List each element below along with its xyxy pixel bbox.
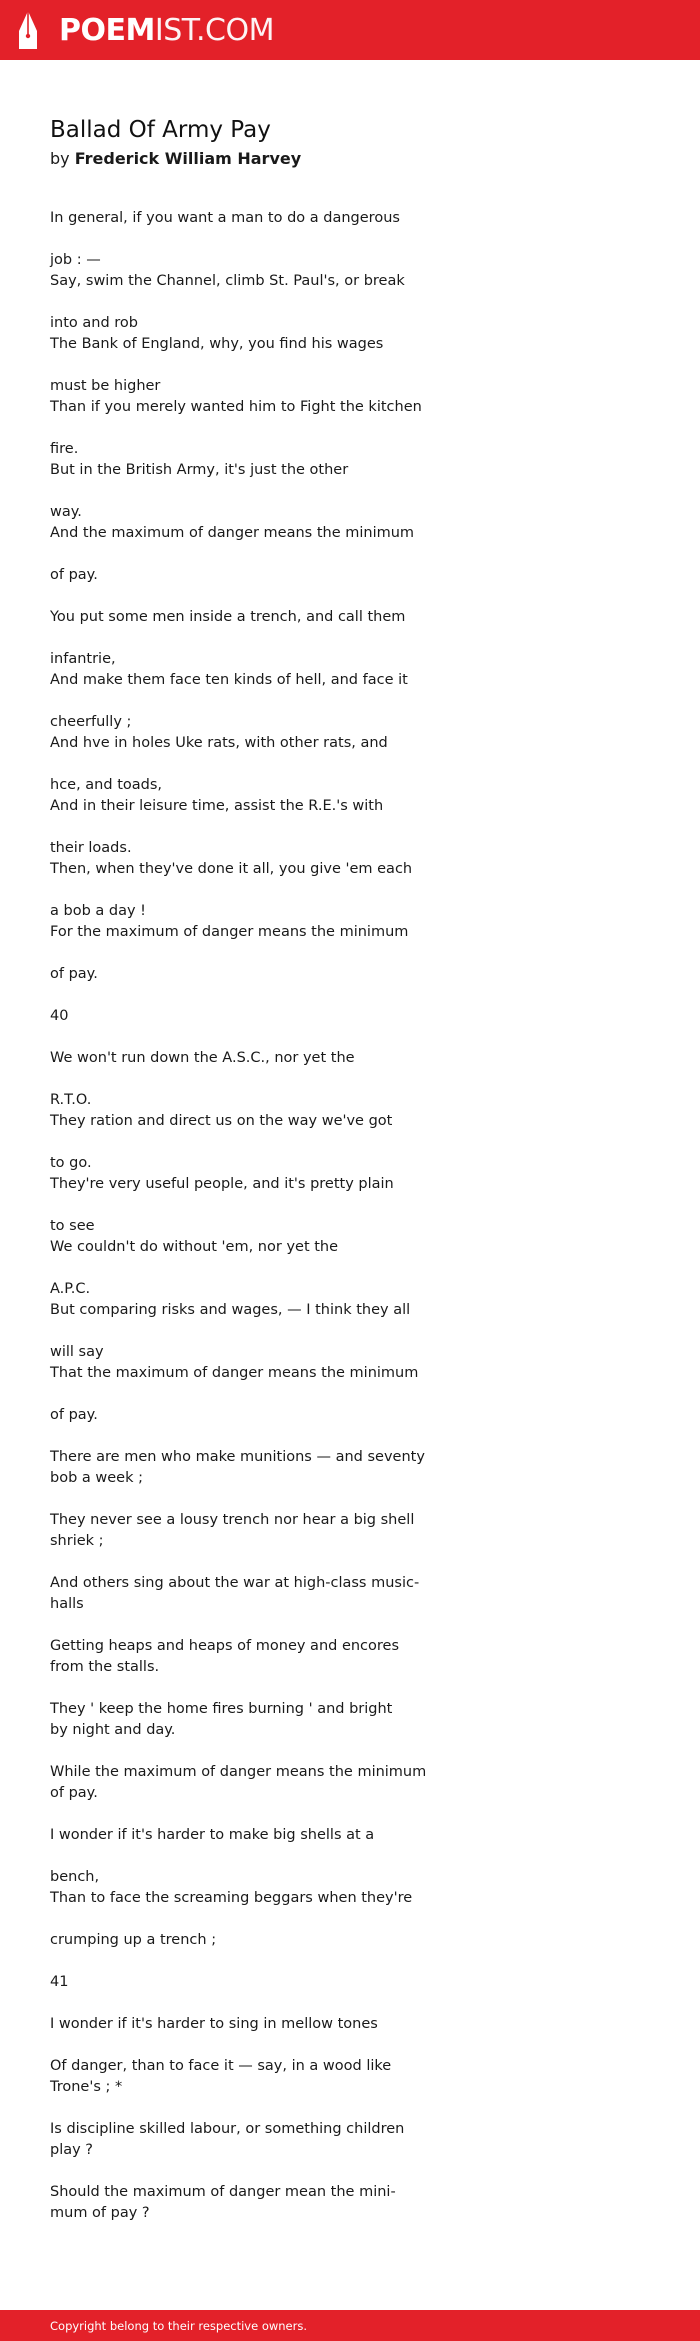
site-footer (0, 2310, 700, 2341)
poem-stanza (50, 1762, 427, 1804)
poem-line: But comparing risks and wages, — I think they all (50, 1302, 411, 1318)
poem-author[interactable]: Frederick William Harvey (74, 149, 302, 168)
poem-stanza (50, 712, 420, 754)
poem-line: Than if you merely wanted him to Fight the kitchen (50, 399, 422, 415)
poem-line: R.T.O. (50, 1092, 92, 1108)
poem-line: But in the British Army, it's just the other (50, 462, 349, 478)
poem-stanza (50, 439, 420, 481)
poem-line: Is discipline skilled labour, or something children (50, 2121, 405, 2137)
site-header (0, 0, 700, 60)
poem-line: Should the maximum of danger mean the mini- (50, 2184, 396, 2200)
poem-line: mum of pay ? (50, 2205, 150, 2221)
poem-line: Getting heaps and heaps of money and encores (50, 1638, 400, 1654)
poem-line: And the maximum of danger means the minimum (50, 525, 415, 541)
poem-stanza (50, 1153, 420, 1195)
poem-line: of pay. (50, 1785, 98, 1801)
poem-line: a bob a day ! (50, 903, 146, 919)
poem-line: And make them face ten kinds of hell, and face it (50, 672, 408, 688)
poem-line: A.P.C. (50, 1281, 91, 1297)
site-logo[interactable] (17, 9, 274, 51)
poem-line: There are men who make munitions — and seventy (50, 1449, 425, 1465)
byline (50, 148, 650, 170)
poem-stanza (50, 208, 420, 229)
poem-line: Than to face the screaming beggars when they're (50, 1890, 413, 1906)
poem-line: infantrie, (50, 651, 116, 667)
poem-line: They ration and direct us on the way we've got (50, 1113, 393, 1129)
poem-line: crumping up a trench ; (50, 1932, 217, 1948)
poem-stanza (50, 1972, 420, 1993)
poem-stanza (50, 649, 420, 691)
poem-stanza (50, 1006, 420, 1027)
poem-line: And in their leisure time, assist the R.E.'s with (50, 798, 384, 814)
poem-stanza (50, 2056, 420, 2098)
poem-line: to see (50, 1218, 95, 1234)
poem-stanza (50, 565, 420, 586)
poem-line: I wonder if it's harder to sing in mellow tones (50, 2016, 378, 2032)
poem-stanza (50, 1090, 420, 1132)
poem-header (50, 114, 650, 170)
poem-line: way. (50, 504, 82, 520)
poem-line: I wonder if it's harder to make big shells at a (50, 1827, 375, 1843)
poem-line: play ? (50, 2142, 94, 2158)
poem-line: They ' keep the home fires burning ' and bright (50, 1701, 393, 1717)
poem-line: halls (50, 1596, 84, 1612)
site-name-bold: POEM (59, 12, 155, 48)
copyright-text: Copyright belong to their respective owners. (50, 2318, 308, 2333)
poem-line: cheerfully ; (50, 714, 132, 730)
poem-line: For the maximum of danger means the minimum (50, 924, 409, 940)
poem-line: of pay. (50, 966, 98, 982)
poem-stanza (50, 901, 420, 943)
poem-line: will say (50, 1344, 104, 1360)
site-name-light: IST.COM (154, 12, 274, 48)
poem-line: bench, (50, 1869, 100, 1885)
poem-stanza (50, 376, 420, 418)
poem-stanza (50, 2119, 420, 2161)
poem-stanza (50, 1048, 420, 1069)
poem-line: bob a week ; (50, 1470, 143, 1486)
poem-stanza (50, 1510, 420, 1552)
poem-stanza (50, 1867, 420, 1909)
poem-line: into and rob (50, 315, 138, 331)
poem-stanza (50, 1699, 420, 1741)
poem-stanza (50, 1636, 420, 1678)
poem-stanza (50, 607, 420, 628)
poem-line: hce, and toads, (50, 777, 162, 793)
poem-line: by night and day. (50, 1722, 176, 1738)
poem-stanza (50, 502, 420, 544)
poem-line: must be higher (50, 378, 161, 394)
poem-line: their loads. (50, 840, 132, 856)
poem-line: fire. (50, 441, 79, 457)
poem-line: from the stalls. (50, 1659, 160, 1675)
poem-stanza (50, 1573, 420, 1615)
poem-line: 40 (50, 1008, 69, 1024)
poem-line: of pay. (50, 1407, 98, 1423)
poem-stanza (50, 1447, 425, 1489)
poem-line: They never see a lousy trench nor hear a big shell (50, 1512, 415, 1528)
poem-stanza (50, 1279, 420, 1321)
poem-line: Trone's ; * (50, 2079, 123, 2095)
poem-line: They're very useful people, and it's pretty plain (50, 1176, 394, 1192)
poem-line: of pay. (50, 567, 98, 583)
poem-title: Ballad Of Army Pay (50, 117, 271, 143)
poem-stanza (50, 2182, 420, 2224)
poem-body (50, 208, 427, 2245)
poem-stanza (50, 313, 420, 355)
site-name (59, 13, 274, 48)
poem-stanza (50, 1216, 420, 1258)
poem-stanza (50, 250, 420, 292)
poem-line: Of danger, than to face it — say, in a wood like (50, 2058, 392, 2074)
poem-line: And others sing about the war at high-class music- (50, 1575, 420, 1591)
poem-line: You put some men inside a trench, and call them (50, 609, 406, 625)
poem-stanza (50, 964, 420, 985)
poem-stanza (50, 1825, 420, 1846)
poem-line: While the maximum of danger means the minimum (50, 1764, 427, 1780)
poem-stanza (50, 838, 420, 880)
poem-line: In general, if you want a man to do a dangerous (50, 210, 400, 226)
poem-line: 41 (50, 1974, 69, 1990)
poem-line: Say, swim the Channel, climb St. Paul's, or break (50, 273, 405, 289)
poem-line: And hve in holes Uke rats, with other rats, and (50, 735, 388, 751)
poem-stanza (50, 2014, 420, 2035)
pen-nib-icon (17, 9, 39, 51)
poem-line: to go. (50, 1155, 92, 1171)
poem-line: Then, when they've done it all, you give 'em each (50, 861, 413, 877)
poem-line: That the maximum of danger means the minimum (50, 1365, 419, 1381)
poem-stanza (50, 1930, 420, 1951)
poem-line: shriek ; (50, 1533, 104, 1549)
by-label: by (50, 149, 70, 168)
poem-line: We couldn't do without 'em, nor yet the (50, 1239, 339, 1255)
poem-line: The Bank of England, why, you find his wages (50, 336, 384, 352)
poem-line: We won't run down the A.S.C., nor yet the (50, 1050, 355, 1066)
poem-stanza (50, 1405, 420, 1426)
poem-line: job : — (50, 252, 101, 268)
poem-stanza (50, 1342, 420, 1384)
poem-stanza (50, 775, 420, 817)
